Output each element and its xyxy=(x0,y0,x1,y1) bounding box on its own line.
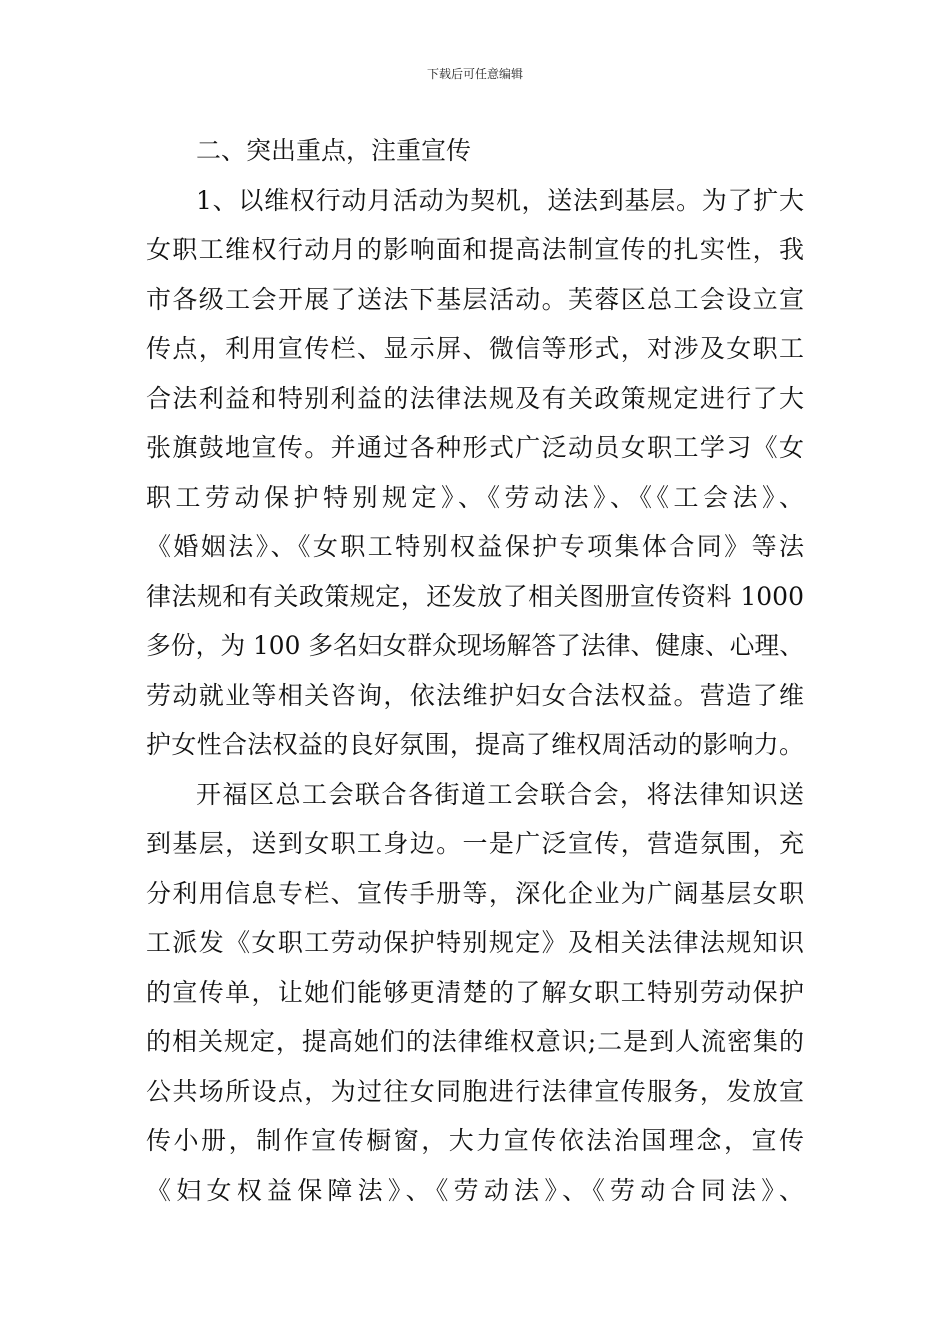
paragraph-line: 开福区总工会联合各街道工会联合会，将法律知识送 xyxy=(196,779,804,809)
paragraph-line: 《妇女权益保障法》、《劳动法》、《劳动合同法》、 xyxy=(146,1175,804,1205)
paragraph-line: 工派发《女职工劳动保护特别规定》及相关法律法规知识 xyxy=(146,928,804,957)
paragraph-line: 的宣传单，让她们能够更清楚的了解女职工特别劳动保护 xyxy=(146,977,804,1007)
paragraph-line: 的相关规定，提高她们的法律维权意识;二是到人流密集的 xyxy=(146,1027,804,1056)
paragraph-line: 传小册，制作宣传橱窗，大力宣传依法治国理念，宣传 xyxy=(146,1126,804,1155)
paragraph-line: 《婚姻法》、《女职工特别权益保护专项集体合同》等法 xyxy=(146,532,804,561)
paragraph-line: 律法规和有关政策规定，还发放了相关图册宣传资料 1000 xyxy=(146,581,804,611)
paragraph-line: 公共场所设点，为过往女同胞进行法律宣传服务，发放宣 xyxy=(146,1076,804,1106)
paragraph-line: 市各级工会开展了送法下基层活动。芙蓉区总工会设立宣 xyxy=(146,284,804,314)
paragraph-line: 多份，为 100 多名妇女群众现场解答了法律、健康、心理、 xyxy=(146,631,804,660)
paragraph-line: 张旗鼓地宣传。并通过各种形式广泛动员女职工学习《女 xyxy=(146,433,804,462)
paragraph-line: 合法利益和特别利益的法律法规及有关政策规定进行了大 xyxy=(146,383,804,413)
document-body xyxy=(146,126,804,1215)
paragraph-line: 传点，利用宣传栏、显示屏、微信等形式，对涉及女职工 xyxy=(146,334,804,363)
paragraph-line: 护女性合法权益的良好氛围，提高了维权周活动的影响力。 xyxy=(146,730,804,759)
paragraph-line: 到基层，送到女职工身边。一是广泛宣传，营造氛围，充 xyxy=(146,829,804,858)
paragraph-line: 职工劳动保护特别规定》、《劳动法》、《《工会法》、 xyxy=(146,482,804,512)
section-heading: 二、突出重点，注重宣传 xyxy=(196,136,472,165)
paragraph-line: 分利用信息专栏、宣传手册等，深化企业为广阔基层女职 xyxy=(146,878,804,908)
paragraph-line: 劳动就业等相关咨询，依法维护妇女合法权益。营造了维 xyxy=(146,680,804,710)
paragraph-line: 女职工维权行动月的影响面和提高法制宣传的扎实性，我 xyxy=(146,235,804,264)
paragraph-line: 1、以维权行动月活动为契机，送法到基层。为了扩大 xyxy=(196,185,804,215)
page-header-note: 下载后可任意编辑 xyxy=(426,67,523,81)
